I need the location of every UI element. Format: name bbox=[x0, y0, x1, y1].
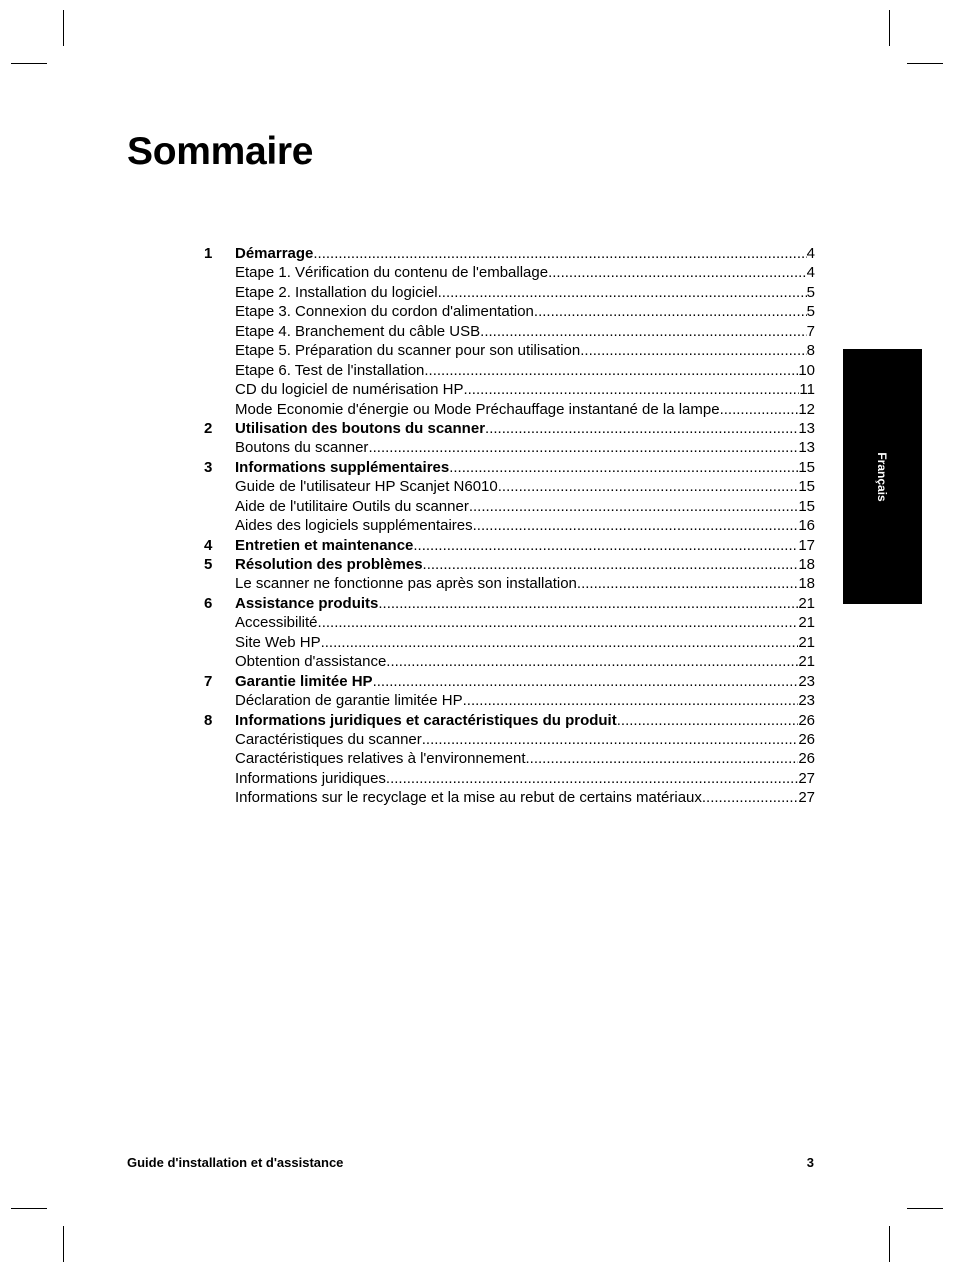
toc-entry-page-number: 5 bbox=[806, 303, 815, 321]
toc-entry-title: Informations juridiques et caractéristiques du produit bbox=[235, 711, 617, 729]
crop-mark-bottom-right-vertical bbox=[889, 1226, 890, 1262]
toc-section-entry[interactable] bbox=[204, 341, 815, 360]
toc-section-entry[interactable] bbox=[204, 497, 815, 516]
toc-entry-page-number: 21 bbox=[798, 653, 815, 671]
toc-section-entry[interactable] bbox=[204, 283, 815, 302]
toc-dot-leader bbox=[577, 574, 798, 593]
toc-entry-page-number: 17 bbox=[798, 536, 815, 554]
toc-entry-title: Caractéristiques du scanner bbox=[235, 730, 422, 748]
toc-entry-title: Informations juridiques bbox=[235, 769, 386, 787]
table-of-contents bbox=[204, 244, 815, 808]
toc-entry-title: Aide de l'utilitaire Outils du scanner bbox=[235, 497, 469, 515]
toc-entry-number: 8 bbox=[204, 711, 213, 729]
toc-section-entry[interactable] bbox=[204, 691, 815, 710]
toc-entry-page-number: 18 bbox=[798, 556, 815, 573]
toc-entry-page-number: 10 bbox=[798, 361, 815, 379]
toc-entry-page-number: 7 bbox=[806, 322, 815, 340]
toc-chapter-entry[interactable] bbox=[204, 419, 815, 438]
toc-entry-page-number: 16 bbox=[798, 517, 815, 535]
crop-mark-top-left-horizontal bbox=[11, 63, 47, 64]
crop-mark-top-left-vertical bbox=[63, 10, 64, 46]
toc-entry-title: CD du logiciel de numérisation HP bbox=[235, 381, 464, 399]
toc-entry-number: 7 bbox=[204, 672, 213, 690]
toc-dot-leader bbox=[498, 477, 799, 496]
toc-entry-title: Etape 6. Test de l'installation bbox=[235, 361, 425, 379]
toc-entry-page-number: 27 bbox=[798, 789, 815, 807]
toc-entry-page-number: 4 bbox=[806, 264, 815, 282]
toc-section-entry[interactable] bbox=[204, 730, 815, 749]
crop-mark-top-right-vertical bbox=[889, 10, 890, 46]
toc-entry-title: Garantie limitée HP bbox=[235, 672, 373, 690]
toc-section-entry[interactable] bbox=[204, 574, 815, 593]
toc-dot-leader bbox=[548, 263, 807, 282]
toc-entry-page-number: 21 bbox=[798, 594, 815, 612]
toc-entry-title: Site Web HP bbox=[235, 633, 321, 651]
toc-entry-title: Informations supplémentaires bbox=[235, 458, 450, 476]
toc-entry-title: Etape 3. Connexion du cordon d'alimentation bbox=[235, 303, 534, 321]
toc-entry-title: Boutons du scanner bbox=[235, 439, 369, 457]
toc-dot-leader bbox=[368, 438, 798, 457]
toc-entry-number: 1 bbox=[204, 245, 213, 262]
toc-entry-title: Le scanner ne fonctionne pas après son installation bbox=[235, 575, 577, 593]
toc-dot-leader bbox=[534, 302, 807, 321]
toc-section-entry[interactable] bbox=[204, 400, 815, 419]
toc-dot-leader bbox=[318, 613, 799, 632]
toc-entry-page-number: 26 bbox=[798, 750, 815, 768]
toc-chapter-entry[interactable] bbox=[204, 458, 815, 477]
toc-section-entry[interactable] bbox=[204, 613, 815, 632]
toc-chapter-entry[interactable] bbox=[204, 244, 815, 263]
toc-entry-title: Entretien et maintenance bbox=[235, 536, 414, 554]
toc-section-entry[interactable] bbox=[204, 788, 815, 807]
toc-section-entry[interactable] bbox=[204, 302, 815, 321]
toc-dot-leader bbox=[438, 283, 807, 302]
toc-dot-leader bbox=[617, 711, 799, 730]
toc-entry-page-number: 26 bbox=[798, 730, 815, 748]
toc-section-entry[interactable] bbox=[204, 749, 815, 768]
toc-entry-page-number: 21 bbox=[798, 633, 815, 651]
toc-dot-leader bbox=[720, 400, 799, 419]
toc-dot-leader bbox=[469, 497, 798, 516]
toc-entry-title: Guide de l'utilisateur HP Scanjet N6010 bbox=[235, 478, 498, 496]
crop-mark-bottom-left-vertical bbox=[63, 1226, 64, 1262]
toc-section-entry[interactable] bbox=[204, 361, 815, 380]
toc-dot-leader bbox=[485, 419, 798, 438]
toc-section-entry[interactable] bbox=[204, 652, 815, 671]
toc-entry-page-number: 23 bbox=[798, 672, 815, 690]
toc-entry-title: Caractéristiques relatives à l'environnement bbox=[235, 750, 526, 768]
toc-dot-leader bbox=[449, 458, 798, 477]
toc-section-entry[interactable] bbox=[204, 516, 815, 535]
toc-entry-page-number: 13 bbox=[798, 419, 815, 437]
toc-dot-leader bbox=[480, 322, 807, 341]
toc-entry-page-number: 8 bbox=[806, 342, 815, 360]
toc-entry-title: Etape 4. Branchement du câble USB bbox=[235, 322, 481, 340]
toc-dot-leader bbox=[386, 652, 798, 671]
toc-entry-title: Accessibilité bbox=[235, 614, 318, 632]
toc-entry-page-number: 13 bbox=[798, 439, 815, 457]
crop-mark-bottom-left-horizontal bbox=[11, 1208, 47, 1209]
crop-mark-bottom-right-horizontal bbox=[907, 1208, 943, 1209]
toc-dot-leader bbox=[378, 594, 798, 613]
toc-entry-number: 5 bbox=[204, 556, 213, 573]
toc-dot-leader bbox=[580, 341, 806, 360]
toc-entry-title: Démarrage bbox=[235, 245, 314, 262]
toc-dot-leader bbox=[702, 788, 798, 807]
toc-entry-title: Résolution des problèmes bbox=[235, 556, 423, 573]
toc-dot-leader bbox=[424, 361, 798, 380]
toc-chapter-entry[interactable] bbox=[204, 672, 815, 691]
page-title: Sommaire bbox=[127, 130, 314, 173]
toc-entry-number: 3 bbox=[204, 458, 213, 476]
toc-entry-page-number: 4 bbox=[806, 245, 815, 262]
toc-entry-title: Etape 2. Installation du logiciel bbox=[235, 283, 438, 301]
footer-guide-title: Guide d'installation et d'assistance bbox=[127, 1155, 344, 1170]
toc-entry-page-number: 26 bbox=[798, 711, 815, 729]
toc-chapter-entry[interactable] bbox=[204, 594, 815, 613]
toc-dot-leader bbox=[413, 536, 798, 555]
toc-dot-leader bbox=[463, 691, 799, 710]
crop-mark-top-right-horizontal bbox=[907, 63, 943, 64]
toc-dot-leader bbox=[422, 730, 799, 749]
toc-dot-leader bbox=[526, 749, 799, 768]
toc-entry-page-number: 21 bbox=[798, 614, 815, 632]
toc-entry-title: Mode Economie d'énergie ou Mode Préchauffage instantané de la lampe bbox=[235, 400, 720, 418]
toc-section-entry[interactable] bbox=[204, 769, 815, 788]
toc-entry-page-number: 12 bbox=[798, 400, 815, 418]
toc-dot-leader bbox=[423, 555, 799, 574]
toc-entry-title: Etape 1. Vérification du contenu de l'emballage bbox=[235, 264, 549, 282]
toc-entry-title: Aides des logiciels supplémentaires bbox=[235, 517, 473, 535]
toc-section-entry[interactable] bbox=[204, 633, 815, 652]
toc-chapter-entry[interactable] bbox=[204, 711, 815, 730]
toc-dot-leader bbox=[373, 672, 799, 691]
toc-entry-title: Assistance produits bbox=[235, 594, 379, 612]
toc-section-entry[interactable] bbox=[204, 380, 815, 399]
toc-entry-number: 2 bbox=[204, 419, 213, 437]
toc-entry-title: Etape 5. Préparation du scanner pour son utilisation bbox=[235, 342, 581, 360]
toc-dot-leader bbox=[386, 769, 798, 788]
language-side-tab-label: Français bbox=[875, 452, 889, 502]
toc-entry-page-number: 18 bbox=[798, 575, 815, 593]
toc-chapter-entry[interactable] bbox=[204, 555, 815, 574]
toc-entry-title: Obtention d'assistance bbox=[235, 653, 387, 671]
toc-section-entry[interactable] bbox=[204, 322, 815, 341]
footer-page-number: 3 bbox=[806, 1155, 814, 1170]
toc-entry-page-number: 23 bbox=[798, 692, 815, 710]
toc-entry-number: 4 bbox=[204, 536, 213, 554]
toc-dot-leader bbox=[463, 380, 799, 399]
toc-entry-page-number: 5 bbox=[806, 283, 815, 301]
toc-section-entry[interactable] bbox=[204, 477, 815, 496]
toc-entry-number: 6 bbox=[204, 594, 213, 612]
toc-entry-page-number: 15 bbox=[798, 497, 815, 515]
toc-chapter-entry[interactable] bbox=[204, 536, 815, 555]
toc-entry-page-number: 15 bbox=[798, 458, 815, 476]
toc-section-entry[interactable] bbox=[204, 263, 815, 282]
toc-entry-page-number: 27 bbox=[798, 769, 815, 787]
toc-entry-page-number: 11 bbox=[799, 381, 815, 399]
toc-dot-leader bbox=[473, 516, 799, 535]
language-side-tab bbox=[843, 349, 922, 604]
toc-entry-title: Utilisation des boutons du scanner bbox=[235, 419, 486, 437]
toc-dot-leader bbox=[321, 633, 799, 652]
toc-entry-title: Déclaration de garantie limitée HP bbox=[235, 692, 463, 710]
toc-dot-leader bbox=[313, 244, 806, 263]
toc-section-entry[interactable] bbox=[204, 438, 815, 457]
toc-entry-page-number: 15 bbox=[798, 478, 815, 496]
toc-entry-title: Informations sur le recyclage et la mise au rebut de certains matériaux bbox=[235, 789, 702, 807]
